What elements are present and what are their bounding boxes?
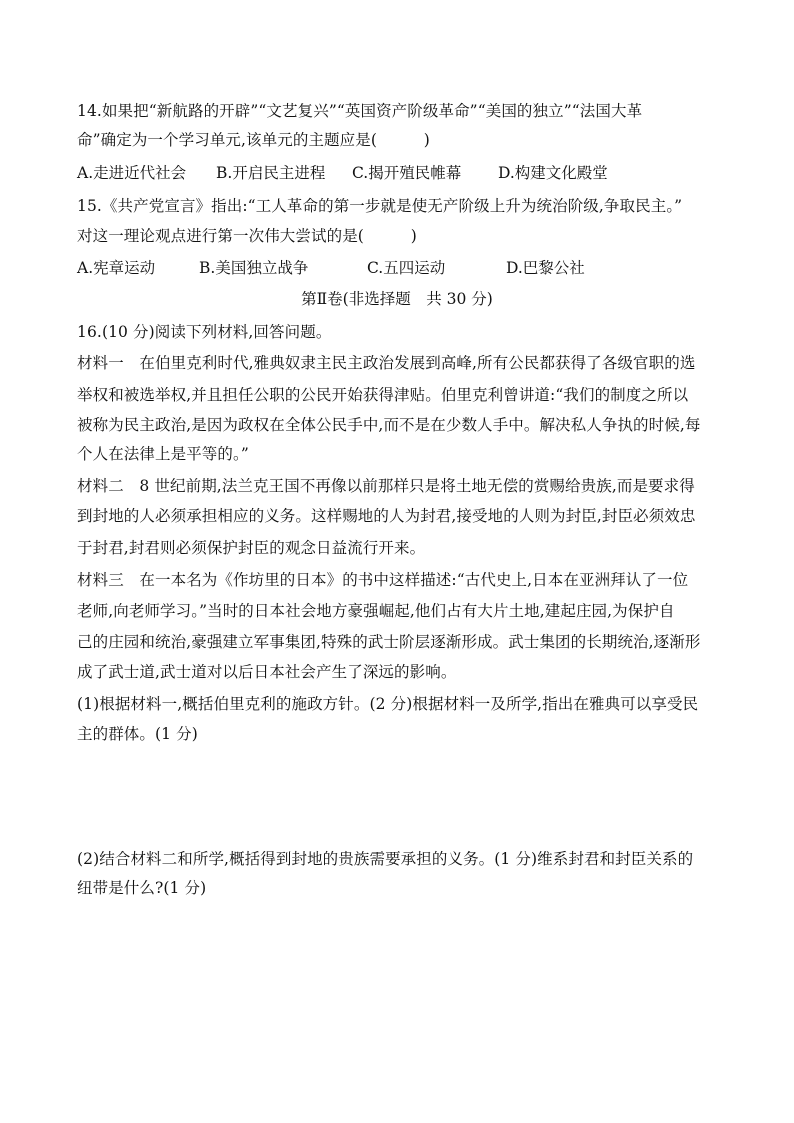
q14-option-d: D.构建文化殿堂 bbox=[498, 164, 608, 182]
sub-question-1-line-2: 主的群体。(1 分) bbox=[77, 725, 198, 743]
q14-option-b: B.开启民主进程 bbox=[216, 164, 326, 182]
q14-line-2: 命”确定为一个学习单元,该单元的主题应是( ) bbox=[77, 131, 430, 149]
q14-line-1: 14.如果把“新航路的开辟”“文艺复兴”“英国资产阶级革命”“美国的独立”“法国大革 bbox=[77, 102, 643, 120]
material-3-line-4: 成了武士道,武士道对以后日本社会产生了深远的影响。 bbox=[77, 663, 457, 681]
q14-option-c: C.揭开殖民帷幕 bbox=[352, 164, 462, 182]
q15-option-d: D.巴黎公社 bbox=[506, 259, 585, 277]
q14-option-a: A.走进近代社会 bbox=[77, 164, 187, 182]
sub-question-1-line-1: (1)根据材料一,概括伯里克利的施政方针。(2 分)根据材料一及所学,指出在雅典可以享受民 bbox=[77, 695, 699, 713]
material-2-line-3: 于封君,封君则必须保护封臣的观念日益流行开来。 bbox=[77, 539, 426, 557]
material-3-line-1: 材料三 在一本名为《作坊里的日本》的书中这样描述:“古代史上,日本在亚洲拜认了一位 bbox=[77, 571, 689, 589]
q15-line-1: 15.《共产党宣言》指出:“工人革命的第一步就是使无产阶级上升为统治阶级,争取民主。” bbox=[77, 197, 683, 215]
q16-intro: 16.(10 分)阅读下列材料,回答问题。 bbox=[77, 323, 332, 341]
sub-question-2-line-1: (2)结合材料二和所学,概括得到封地的贵族需要承担的义务。(1 分)维系封君和封臣关系的 bbox=[77, 850, 694, 868]
q15-line-2: 对这一理论观点进行第一次伟大尝试的是( ) bbox=[77, 227, 417, 245]
material-1-line-4: 个人在法律上是平等的。” bbox=[77, 445, 249, 463]
section-2-title: 第Ⅱ卷(非选择题 共 30 分) bbox=[301, 290, 493, 308]
material-1-line-1: 材料一 在伯里克利时代,雅典奴隶主民主政治发展到高峰,所有公民都获得了各级官职的选 bbox=[77, 354, 696, 372]
material-1-line-2: 举权和被选举权,并且担任公职的公民开始获得津贴。伯里克利曾讲道:“我们的制度之所以 bbox=[77, 386, 689, 404]
material-3-line-2: 老师,向老师学习。”当时的日本社会地方豪强崛起,他们占有大片土地,建起庄园,为保护自 bbox=[77, 602, 675, 620]
q15-option-b: B.美国独立战争 bbox=[199, 259, 309, 277]
material-2-line-1: 材料二 8 世纪前期,法兰克王国不再像以前那样只是将土地无偿的赏赐给贵族,而是要求得 bbox=[77, 477, 695, 495]
q15-option-c: C.五四运动 bbox=[367, 259, 446, 277]
material-3-line-3: 己的庄园和统治,豪强建立军事集团,特殊的武士阶层逐渐形成。武士集团的长期统治,逐渐形 bbox=[77, 633, 701, 651]
material-1-line-3: 被称为民主政治,是因为政权在全体公民手中,而不是在少数人手中。解决私人争执的时候,每 bbox=[77, 416, 701, 434]
q15-option-a: A.宪章运动 bbox=[77, 259, 156, 277]
material-2-line-2: 到封地的人必须承担相应的义务。这样赐地的人为封君,接受地的人则为封臣,封臣必须效忠 bbox=[77, 507, 696, 525]
sub-question-2-line-2: 纽带是什么?(1 分) bbox=[77, 879, 207, 897]
